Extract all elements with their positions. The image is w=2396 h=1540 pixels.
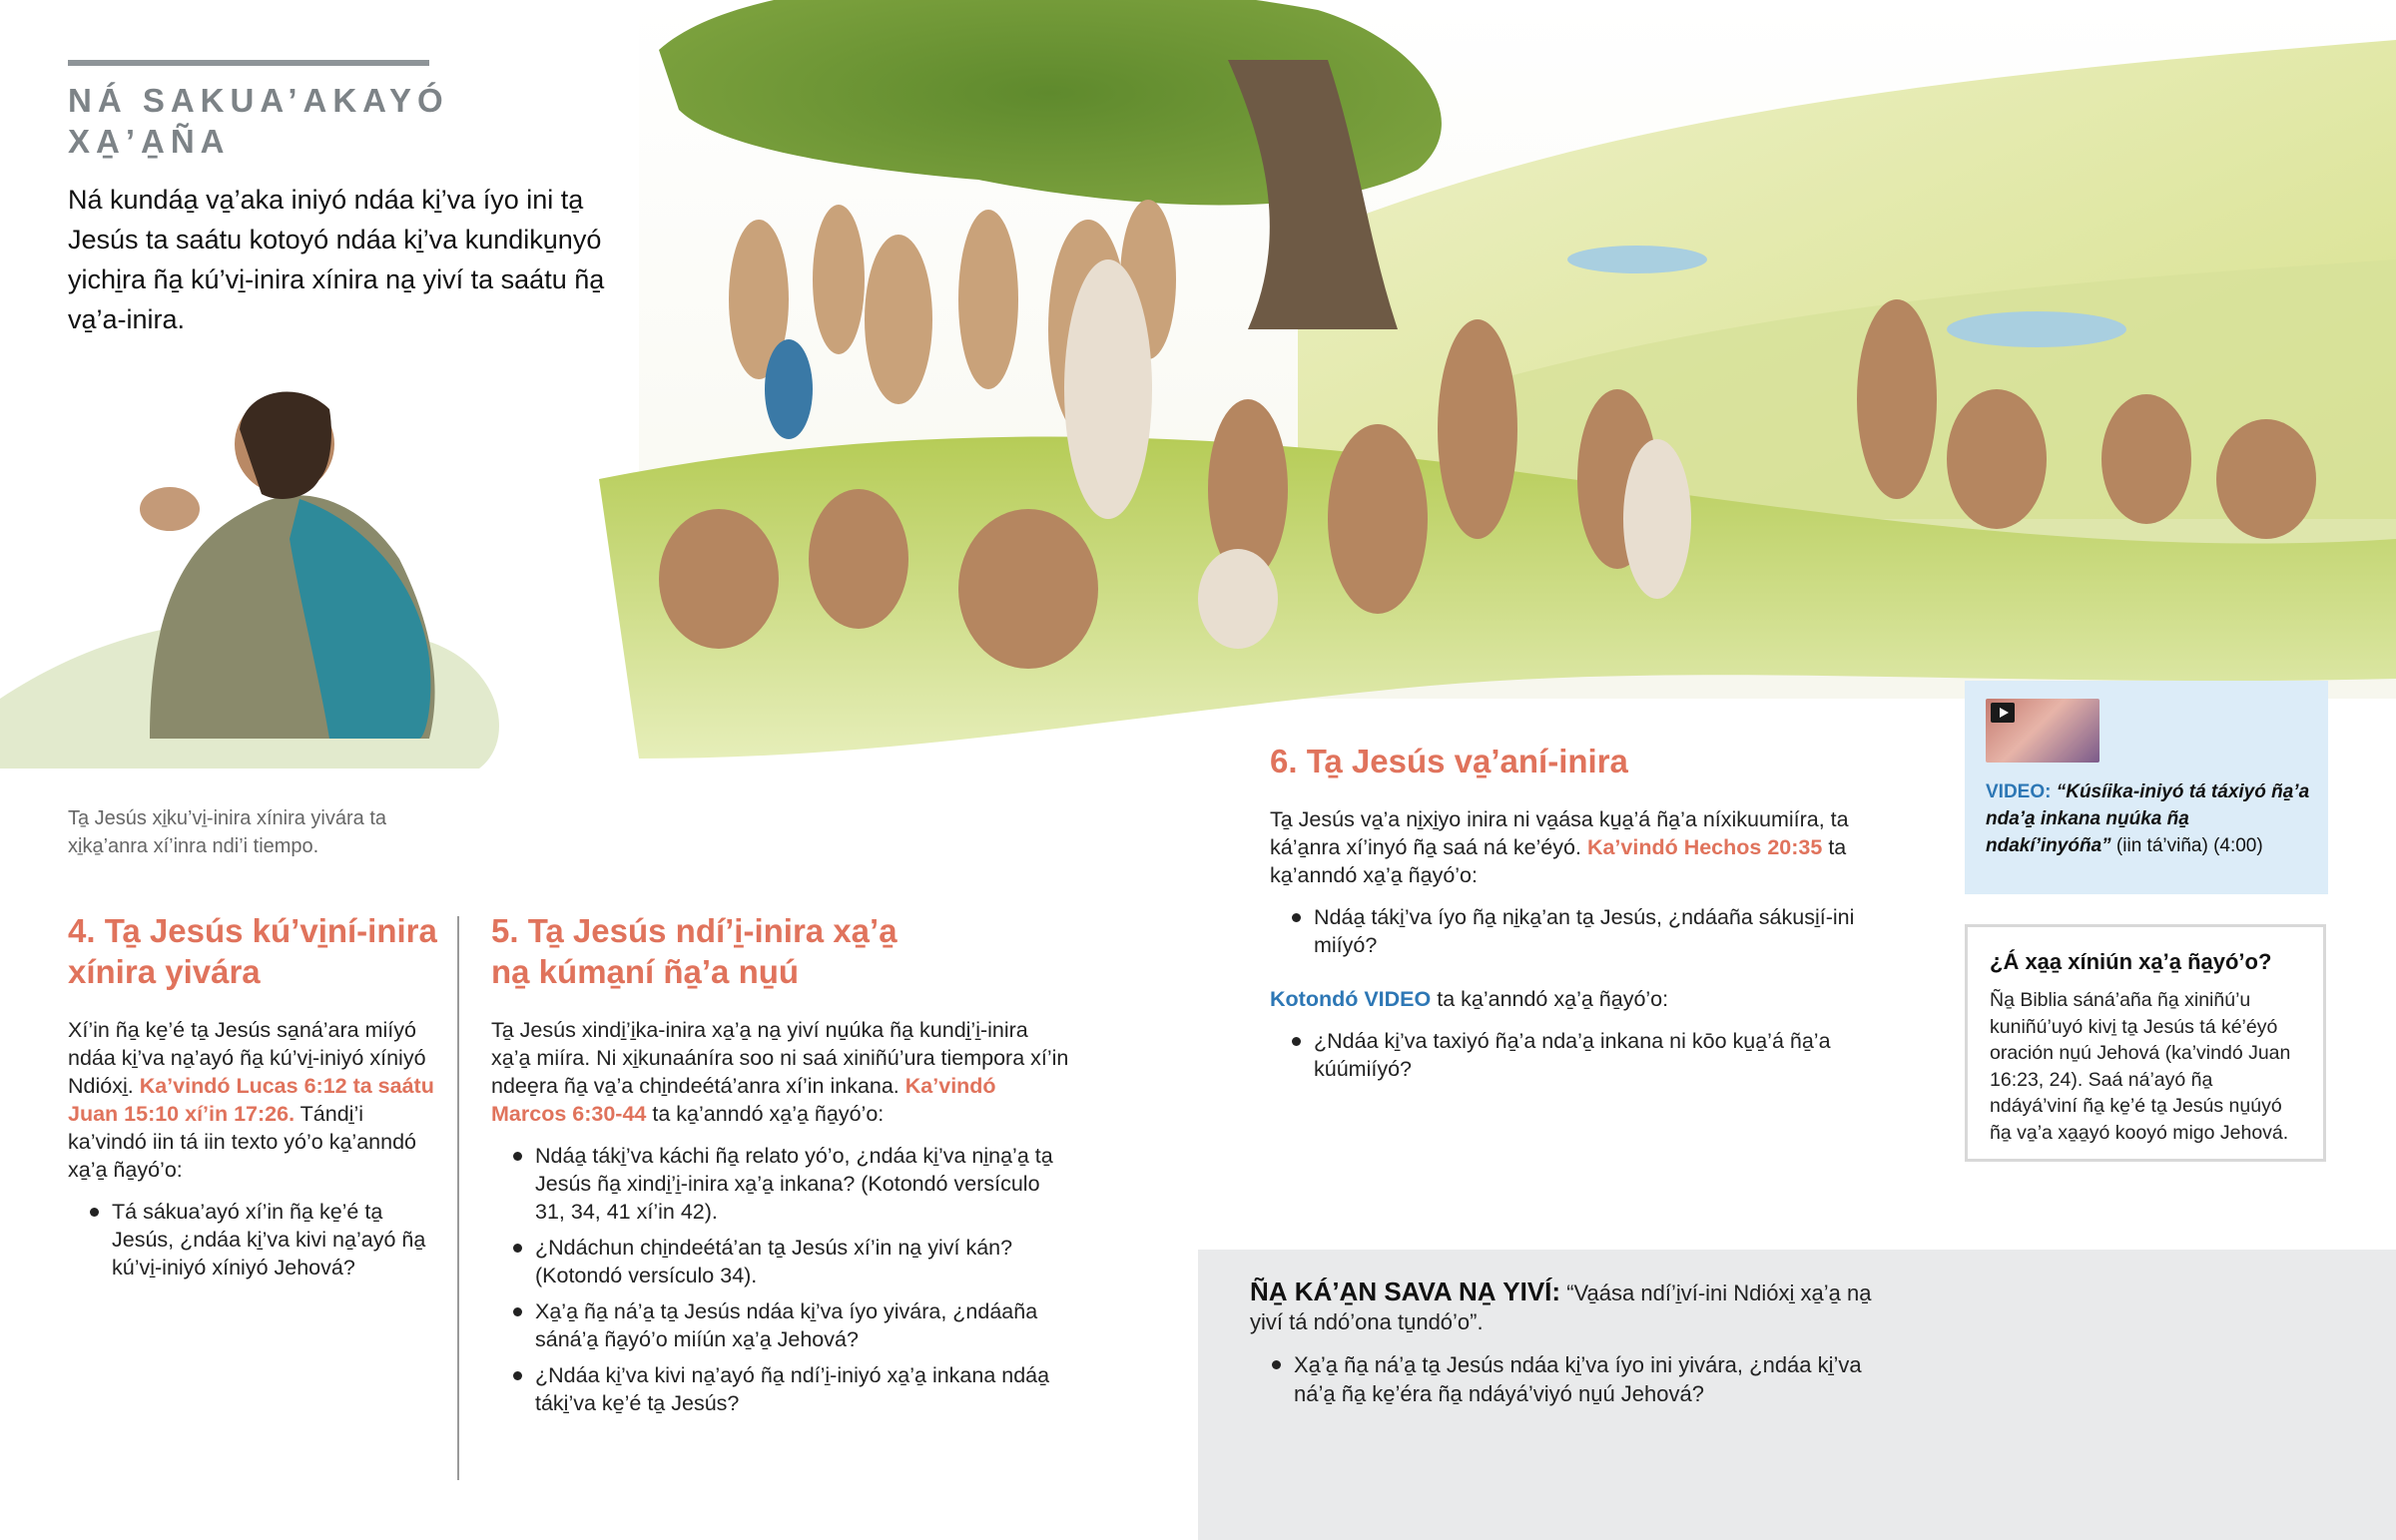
summary-quote: “Va̱ása ndí’i̱ví-ini Ndióxi̱ xa̱’a̱ na̱ yiví tá ndó’ona tu̱ndó’o”. — [1250, 1281, 1872, 1334]
illustration-caption: Ta̱ Jesús xi̱ku’vi̱-inira xínira yivára ta xi̱ka̱’anra xí’inra ndi’i tiempo. — [68, 807, 386, 857]
section-4-questions — [68, 1198, 441, 1282]
section-5-text: Ta̱ Jesús xindi̱’i̱ka-inira xa̱’a̱ na̱ yiví nu̱úka ña̱ kundi̱’i̱-inira xa̱’a̱ miíra. Ni xi̱kunaáníra soo ni saá xiniñú’ura tiempora xí’in ndee̱ra ña̱ va̱’a chi̱ndeétá’anra xí’in inkana. — [491, 1018, 1069, 1098]
section-5-title — [491, 910, 1070, 992]
section-kicker — [68, 80, 487, 162]
section-5-questions — [491, 1142, 1070, 1417]
sidebox-text: Ña̱ Biblia sáná’aña ña̱ xiniñú’u kuniñú’uyó kivi̱ ta̱ Jesús tá ké’éyó oración nu̱ú Jehová (ka’vindó Juan 16:23, 24). Saá ná’ayó ña̱ ndáyá’viní ña̱ ke̱’é ta̱ Jesús nu̱úyó ña̱ va̱’a xa̱a̱yó kooyó migo Jehová. — [1990, 989, 2291, 1144]
play-icon[interactable] — [1991, 703, 2015, 723]
section-6-body — [1270, 805, 1909, 1083]
header-rule — [68, 60, 429, 66]
video-meta: (iin tá’viña) (4:00) — [2115, 835, 2263, 856]
section-5-reference-link[interactable]: Ka’vindó Marcos 6:30-44 — [491, 1074, 996, 1126]
section-4-text-after: Tándi̱’i ka’vindó iin tá iin texto yó’o ka̱’anndó xa̱’a̱ ña̱yó’o: — [68, 1102, 416, 1182]
section-4-title-line-1: 4. Ta̱ Jesús kú’vi̱ní-inira — [68, 912, 437, 949]
video-description — [1986, 778, 2315, 859]
sidebox-title: ¿Á xa̱a̱ xíniún xa̱’a̱ ña̱yó’o? — [1990, 949, 2272, 974]
question-item: Tá sákua’ayó xí’in ña̱ ke̱’é ta̱ Jesús, ¿ndáa ki̱’va kivi na̱’ayó ña̱ kú’vi̱-iniyó xíniyó Jehová? — [90, 1198, 441, 1282]
intro-paragraph: Ná kundáa̱ va̱’aka iniyó ndáa ki̱’va íyo ini ta̱ Jesús ta saátu kotoyó ndáa ki̱’va kundiku̱nyó yichi̱ra ña̱ kú’vi̱-inira xínira na̱ yiví ta saátu ña̱ va̱’a-inira. — [68, 185, 605, 334]
section-6 — [1270, 741, 1909, 1091]
question-item: ¿Ndáa ki̱’va taxiyó ña̱’a nda’a̱ inkana ni kōo ku̱a̱’á ña̱’a kúúmiíyó? — [1292, 1027, 1909, 1083]
did-you-know-box — [1965, 924, 2326, 1162]
section-4-title — [68, 910, 441, 992]
section-4-body — [68, 1016, 441, 1282]
section-5 — [491, 910, 1070, 1425]
section-6-reference-link[interactable]: Ka’vindó Hechos 20:35 — [1586, 835, 1823, 859]
watch-video-link[interactable]: Kotondó VIDEO — [1270, 987, 1432, 1011]
question-item: Ndáa̱ táki̱’va íyo ña̱ ni̱ka̱’an ta̱ Jesús, ¿ndáaña sákusi̱í-ini miíyó? — [1292, 903, 1909, 959]
section-6-video-text: ta ka̱’anndó xa̱’a̱ ña̱yó’o: — [1437, 987, 1669, 1011]
section-6-video-questions — [1270, 1027, 1909, 1083]
question-item: Xa̱’a̱ ña̱ ná’a̱ ta̱ Jesús ndáa ki̱’va íyo yivára, ¿ndáaña sáná’a̱ ña̱yó’o miíún xa̱’a̱ Jehová? — [513, 1297, 1070, 1353]
section-5-text-after: ta ka̱’anndó xa̱’a̱ ña̱yó’o: — [652, 1102, 885, 1126]
column-divider — [457, 916, 459, 1480]
question-item: ¿Ndáa ki̱’va kivi na̱’ayó ña̱ ndí’i̱-iniyó xa̱’a̱ inkana ndáa̱ táki̱’va ke̱’é ta̱ Jesús? — [513, 1361, 1070, 1417]
question-item: Ndáa̱ táki̱’va káchi ña̱ relato yó’o, ¿ndáa ki̱’va ni̱na̱’a̱ ta̱ Jesús ña̱ xindi̱’i̱-inira xa̱’a̱ inkana? (Kotondó versículo 31, 34, 41 xí’in 42). — [513, 1142, 1070, 1226]
section-4-reference-link[interactable]: Ka’vindó Lucas 6:12 ta saátu Juan 15:10 xí’in 17:26. — [68, 1074, 434, 1126]
section-4 — [68, 910, 441, 1289]
summary-content — [1250, 1278, 1909, 1416]
section-4-text: Xí’in ña̱ ke̱’é ta̱ Jesús sa̱ná’ara miíyó ndáa ki̱’va na̱’ayó ña̱ kú’vi̱-iniyó xíniyó Ndióxi̱. — [68, 1018, 426, 1098]
kicker-line-2: XA̱’A̱ÑA — [68, 123, 231, 160]
video-title[interactable]: “Kúsíika-iniyó tá táxiyó ña̱’a nda’a̱ inkana nu̱úka ña̱ ndakí’inyóña” — [1986, 781, 2310, 856]
video-label: VIDEO: — [1986, 781, 2052, 802]
section-5-body — [491, 1016, 1070, 1417]
section-5-title-line-1: 5. Ta̱ Jesús ndí’i̱-inira xa̱’a̱ — [491, 912, 898, 949]
section-4-title-line-2: xínira yivára — [68, 953, 261, 990]
section-6-text-after: ta ka̱’anndó xa̱’a̱ ña̱yó’o: — [1270, 835, 1847, 887]
kicker-line-1: NÁ SAKUA’AKAYÓ — [68, 82, 449, 119]
question-item: ¿Ndáchun chi̱ndeétá’an ta̱ Jesús xí’in na̱ yiví kán? (Kotondó versículo 34). — [513, 1234, 1070, 1289]
summary-label: ÑA̱ KÁ’A̱N SAVA NA̱ YIVÍ: — [1250, 1277, 1561, 1306]
section-5-title-line-2: na̱ kúma̱ní ña̱’a nu̱ú — [491, 953, 800, 990]
section-6-questions — [1270, 903, 1909, 959]
section-6-text: Ta̱ Jesús va̱’a ni̱xi̱yo inira ni va̱ása ku̱a̱’á ña̱’a níxikuumiíra, ta ká’a̱nra xí’inyó ña̱ saá ná ke’éyó. — [1270, 807, 1849, 859]
section-6-title: 6. Ta̱ Jesús va̱’aní-inira — [1270, 743, 1628, 779]
summary-questions — [1250, 1350, 1909, 1408]
question-item: Xa̱’a̱ ña̱ ná’a̱ ta̱ Jesús ndáa ki̱’va íyo ini yivára, ¿ndáa ki̱’va ná’a̱ ña̱ ke̱’éra ña̱ ndáyá’viyó nu̱ú Jehová? — [1272, 1350, 1909, 1408]
